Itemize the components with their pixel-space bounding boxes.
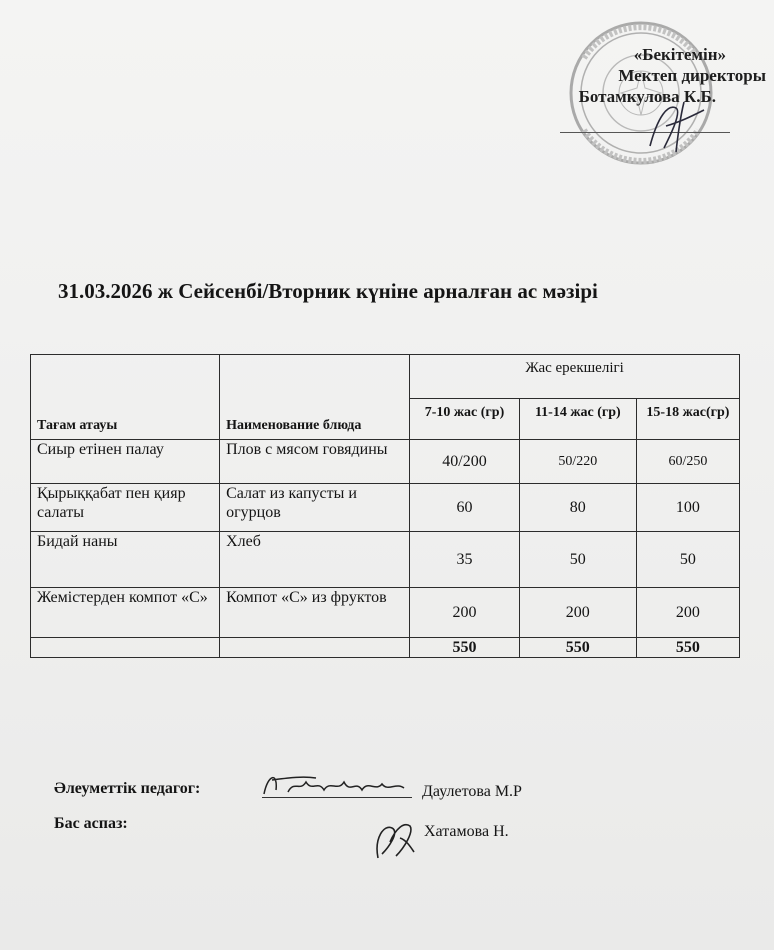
menu-title: 31.03.2026 ж Сейсенбі/Вторник күніне арналған ас мәзірі (58, 279, 598, 303)
pedagog-name: Даулетова М.Р (422, 783, 522, 800)
approval-position: Мектеп директоры (618, 66, 766, 85)
pedagog-signature (258, 768, 416, 804)
dish-name-ru: Хлеб (220, 532, 410, 588)
portion-7-10: 35 (410, 532, 520, 588)
empty-cell (220, 638, 410, 658)
dish-name-kz: Қырыққабат пен қияр салаты (31, 484, 220, 532)
portion-11-14: 200 (519, 588, 636, 638)
portion-11-14: 50 (519, 532, 636, 588)
portion-15-18: 100 (636, 484, 739, 532)
dish-name-kz: Сиыр етінен палау (31, 440, 220, 484)
pedagog-signature-line (262, 797, 412, 798)
column-header-age-group: Жас ерекшелігі (410, 355, 740, 399)
column-header-age-15-18: 15-18 жас(гр) (636, 399, 739, 440)
portion-11-14: 50/220 (519, 440, 636, 484)
table-row (31, 532, 740, 588)
pedagog-label: Әлеуметтік педагог: (54, 780, 201, 797)
dish-name-ru: Компот «С» из фруктов (220, 588, 410, 638)
approval-director-name: Ботамкулова К.Б. (578, 87, 716, 106)
portion-7-10: 40/200 (410, 440, 520, 484)
director-signature (640, 96, 710, 156)
head-cook-name: Хатамова Н. (424, 823, 509, 840)
dish-name-ru: Плов с мясом говядины (220, 440, 410, 484)
portion-7-10: 200 (410, 588, 520, 638)
dish-name-ru: Салат из капусты и огурцов (220, 484, 410, 532)
table-row (31, 588, 740, 638)
head-cook-label: Бас аспаз: (54, 815, 128, 832)
column-header-age-7-10: 7-10 жас (гр) (410, 399, 520, 440)
total-15-18: 550 (636, 638, 739, 658)
table-row (31, 440, 740, 484)
head-cook-signature (370, 818, 418, 864)
portion-15-18: 60/250 (636, 440, 739, 484)
total-7-10: 550 (410, 638, 520, 658)
column-header-dish-kz: Тағам атауы (31, 355, 220, 440)
portion-15-18: 200 (636, 588, 739, 638)
empty-cell (31, 638, 220, 658)
portion-11-14: 80 (519, 484, 636, 532)
column-header-age-11-14: 11-14 жас (гр) (519, 399, 636, 440)
portion-15-18: 50 (636, 532, 739, 588)
total-11-14: 550 (519, 638, 636, 658)
dish-name-kz: Жемістерден компот «С» (31, 588, 220, 638)
approval-heading: «Бекітемін» (633, 45, 726, 64)
column-header-dish-ru: Наименование блюда (220, 355, 410, 440)
dish-name-kz: Бидай наны (31, 532, 220, 588)
table-row (31, 484, 740, 532)
menu-table (30, 354, 740, 658)
totals-row (31, 638, 740, 658)
portion-7-10: 60 (410, 484, 520, 532)
